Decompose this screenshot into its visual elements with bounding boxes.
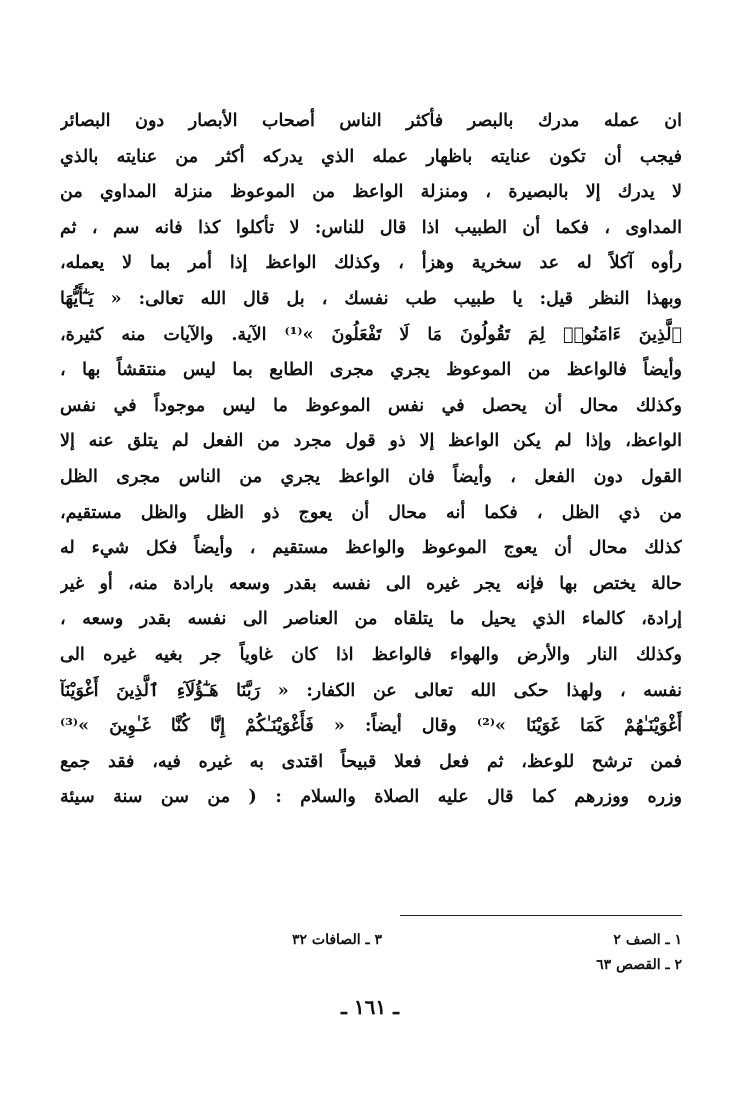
footnote: ٢ ـ القصص ٦٣	[596, 957, 682, 973]
text-line: لا يدرك إلا بالبصيرة ، ومنزلة الواعظ من الموعوظ منزلة المداوي من	[60, 182, 682, 203]
quran-verse-line: ٱلَّذِينَ ءَامَنُوا۟ لِمَ تَقُولُونَ مَا لَا تَفْعَلُونَ »⁽¹⁾ الآية. والآيات منه كثيرة،	[60, 324, 682, 345]
quran-verse-line: أَغْوَيْنَـٰهُمْ كَمَا غَوَيْنَا »⁽²⁾ وقال أيضاً: « فَأَغْوَيْنَـٰكُمْ إِنَّا كُنَّا غَـٰوِينَ »⁽³⁾	[60, 716, 682, 737]
text-line: وزره ووزرهم كما قال عليه الصلاة والسلام : ( من سن سنة سيئة	[60, 787, 682, 808]
text-line: إرادة، كالماء الذي يحيل ما يتلقاه من العناصر الى نفسه بقدر وسعه ،	[60, 609, 682, 630]
text-line: وكذلك محال أن يحصل في نفس الموعوظ ما ليس موجوداً في نفس	[60, 395, 682, 416]
footnote-row	[60, 953, 682, 978]
text-line: وكذلك النار والأرض والهواء فالواعظ اذا كان غاوياً جر بغيه غيره الى	[60, 644, 682, 665]
text-line: وبهذا النظر قيل: يا طبيب طب نفسك ، بل قال الله تعالى: « يَـٰٓأَيُّهَا	[60, 288, 682, 309]
text-line: القول دون الفعل ، وأيضاً فان الواعظ يجري من الناس مجرى الظل	[60, 466, 682, 487]
main-text	[60, 104, 682, 816]
text-line: من ذي الظل ، فكما أنه محال أن يعوج ذو الظل والظل مستقيم،	[60, 502, 682, 523]
text-line: ان عمله مدرك بالبصر فأكثر الناس أصحاب الأبصار دون البصائر	[60, 111, 682, 131]
footnote: ٣ ـ الصافات ٣٢	[291, 932, 382, 948]
footnote-row	[60, 928, 682, 953]
text-line: فمن ترشح للوعظ، ثم فعل فعلا قبيحاً اقتدى به غيره فيه، فقد جمع	[60, 751, 682, 772]
footnote: ١ ـ الصف ٢	[613, 932, 682, 948]
text-line: حالة يختص بها فإنه يجر غيره الى نفسه بقدر وسعه بارادة منه، أو غير	[60, 573, 682, 594]
footnote-divider	[400, 915, 682, 916]
text-line: كذلك محال أن يعوج الموعوظ والواعظ مستقيم ، وأيضاً فكل شيء له	[60, 538, 682, 559]
footnotes	[60, 928, 682, 978]
page-number: ـ ١٦١ ـ	[341, 995, 399, 1019]
text-line: وأيضاً فالواعظ من الموعوظ يجري مجرى الطابع بما ليس منتقشاً بها ،	[60, 360, 682, 381]
text-line: رأوه آكلاً له عد سخرية وهزأ ، وكذلك الواعظ إذا أمر بما لا يعمله،	[60, 253, 682, 274]
text-line: الواعظ، وإذا لم يكن الواعظ إلا ذو قول مجرد من الفعل لم يتلق عنه إلا	[60, 431, 682, 452]
text-line: فيجب أن تكون عنايته باظهار عمله الذي يدركه أكثر من عنايته بالذي	[60, 146, 682, 167]
text-line: المداوى ، فكما أن الطبيب اذا قال للناس: لا تأكلوا كذا فانه سم ، ثم	[60, 217, 682, 238]
quran-verse-line: نفسه ، ولهذا حكى الله تعالى عن الكفار: « رَبَّنَا هَـٰٓؤُلَآءِ ٱلَّذِينَ أَغْوَيْنَآ	[60, 680, 682, 701]
